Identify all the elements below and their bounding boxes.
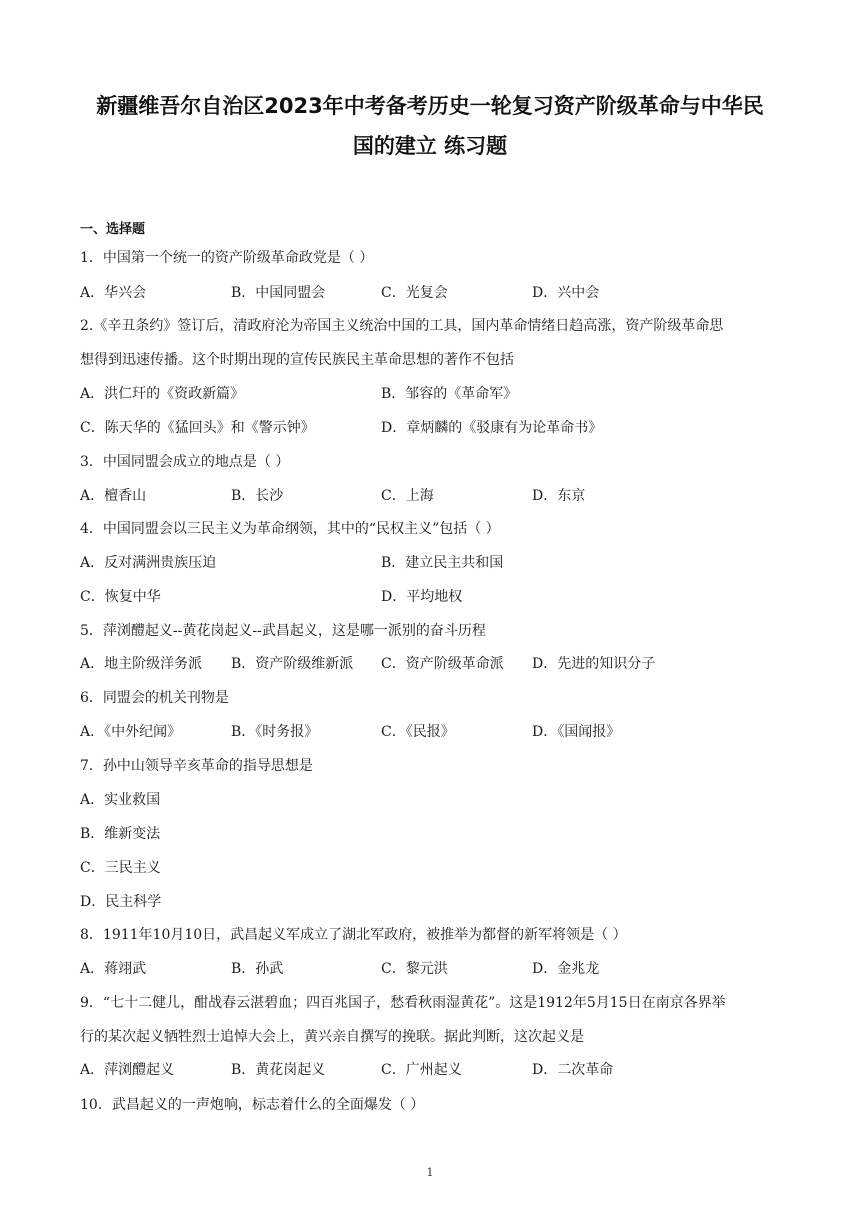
question-2-option-a: A．洪仁玕的《资政新篇》 (80, 386, 245, 402)
question-6-option-d: D．《国闻报》 (532, 724, 621, 740)
question-8-option-c: C．黎元洪 (381, 961, 448, 977)
question-2-option-d: D．章炳麟的《驳康有为论革命书》 (381, 420, 603, 436)
question-8-option-a: A．蒋翊武 (80, 961, 147, 977)
question-3-option-b: B．长沙 (231, 488, 284, 504)
question-5-stem: 5．萍浏醴起义--黄花岗起义--武昌起义，这是哪一派别的奋斗历程 (80, 623, 486, 639)
question-4-option-c: C．恢复中华 (80, 589, 161, 605)
question-8-option-d: D．金兆龙 (532, 961, 600, 977)
question-2-option-c: C．陈天华的《猛回头》和《警示钟》 (80, 420, 315, 436)
question-4-stem: 4．中国同盟会以三民主义为革命纲领，其中的“民权主义”包括（ ） (80, 521, 500, 537)
question-9-option-c: C．广州起义 (381, 1062, 462, 1078)
question-2-stem-line-1: 2.《辛丑条约》签订后，清政府沦为帝国主义统治中国的工具，国内革命情绪日趋高涨，资产阶级革命思 (80, 318, 724, 334)
question-9-stem-line-2: 行的某次起义牺牲烈士追悼大会上，黄兴亲自撰写的挽联。据此判断，这次起义是 (80, 1029, 584, 1045)
question-4-option-d: D．平均地权 (381, 589, 463, 605)
question-3-option-a: A．檀香山 (80, 488, 147, 504)
question-5-option-b: B．资产阶级维新派 (231, 656, 354, 672)
question-9-stem-line-1: 9．“七十二健儿，酣战春云湛碧血；四百兆国子，愁看秋雨湿黄花”。这是1912年5月15日在南京各界举 (80, 995, 726, 1011)
question-6-option-a: A．《中外纪闻》 (80, 724, 182, 740)
section-heading: 一、选择题 (80, 222, 146, 237)
question-7-option-a: A．实业救国 (80, 792, 161, 808)
question-8-option-b: B．孙武 (231, 961, 284, 977)
question-4-option-b: B．建立民主共和国 (381, 555, 504, 571)
question-6-option-c: C．《民报》 (381, 724, 455, 740)
question-1-option-b: B．中国同盟会 (231, 285, 326, 301)
question-2-option-b: B．邹容的《革命军》 (381, 386, 518, 402)
question-5-option-d: D．先进的知识分子 (532, 656, 656, 672)
question-3-option-d: D．东京 (532, 488, 586, 504)
question-3-stem: 3．中国同盟会成立的地点是（ ） (80, 454, 290, 470)
question-3-option-c: C．上海 (381, 488, 434, 504)
title-line-2: 国的建立 练习题 (352, 134, 508, 158)
question-9-option-a: A．萍浏醴起义 (80, 1062, 175, 1078)
question-7-stem: 7．孙中山领导辛亥革命的指导思想是 (80, 758, 313, 774)
question-1-option-d: D．兴中会 (532, 285, 600, 301)
question-4-option-a: A．反对满洲贵族压迫 (80, 555, 217, 571)
question-9-option-d: D．二次革命 (532, 1062, 614, 1078)
question-10-stem: 10．武昌起义的一声炮响，标志着什么的全面爆发（ ） (80, 1097, 425, 1113)
question-7-option-b: B．维新变法 (80, 826, 161, 842)
question-7-option-d: D．民主科学 (80, 894, 162, 910)
title-line-1: 新疆维吾尔自治区2023年中考备考历史一轮复习资产阶级革命与中华民 (96, 94, 764, 118)
question-5-option-c: C．资产阶级革命派 (381, 656, 504, 672)
question-2-stem-line-2: 想得到迅速传播。这个时期出现的宣传民族民主革命思想的著作不包括 (80, 352, 514, 368)
question-6-option-b: B．《时务报》 (231, 724, 319, 740)
question-1-stem: 1．中国第一个统一的资产阶级革命政党是（ ） (80, 250, 374, 266)
question-9-option-b: B．黄花岗起义 (231, 1062, 326, 1078)
page-number: 1 (426, 1166, 434, 1179)
question-8-stem: 8．1911年10月10日，武昌起义军成立了湖北军政府，被推举为都督的新军将领是（ ） (80, 927, 627, 943)
document-title (70, 86, 790, 166)
question-6-stem: 6．同盟会的机关刊物是 (80, 690, 229, 706)
question-5-option-a: A．地主阶级洋务派 (80, 656, 203, 672)
question-1-option-a: A．华兴会 (80, 285, 147, 301)
question-1-option-c: C．光复会 (381, 285, 448, 301)
question-7-option-c: C．三民主义 (80, 860, 161, 876)
